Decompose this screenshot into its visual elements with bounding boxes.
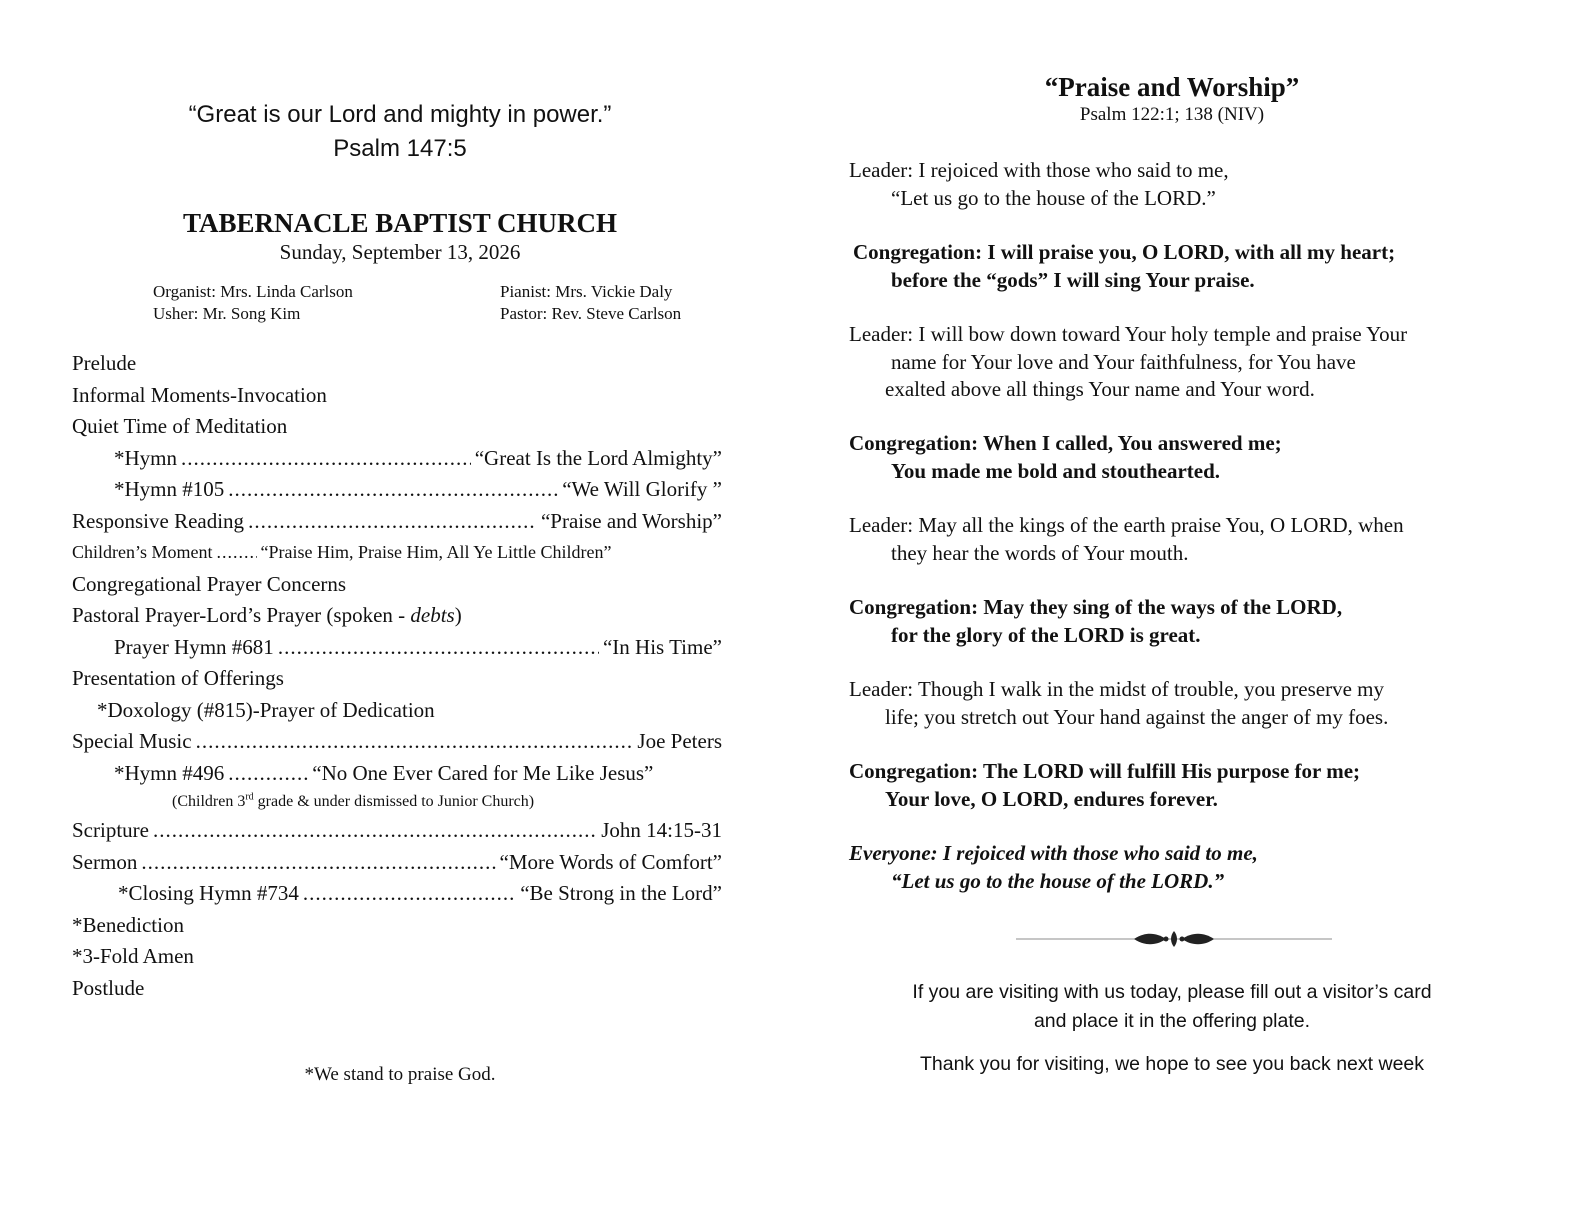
leader-reading: Leader: Though I walk in the midst of trouble, you preserve my life; you stretch out Your hand against the anger of my foes. bbox=[849, 677, 1389, 729]
verse-line-1: “Great is our Lord and mighty in power.” bbox=[188, 101, 612, 128]
order-item-closing-hymn: *Closing Hymn #734 ..... “Be Strong in the Lord” bbox=[72, 878, 722, 910]
order-item-pastoral-prayer: Pastoral Prayer-Lord’s Prayer (spoken - debts) bbox=[72, 603, 462, 627]
reading-reference: Psalm 122:1; 138 (NIV) bbox=[1079, 104, 1265, 125]
order-item-childrens-moment: Children’s Moment ..... “Praise Him, Praise Him, All Ye Little Children” bbox=[72, 537, 722, 569]
pastor: Pastor: Rev. Steve Carlson bbox=[500, 304, 682, 323]
ornamental-divider-icon bbox=[1016, 928, 1332, 950]
order-item-hymn: *Hymn #105 ..... “We Will Glorify ” bbox=[72, 474, 722, 506]
order-item-prayer-hymn: Prayer Hymn #681 ..... “In His Time” bbox=[72, 632, 722, 664]
usher: Usher: Mr. Song Kim bbox=[153, 304, 301, 323]
order-item: *Benediction bbox=[72, 912, 184, 937]
order-item: Quiet Time of Meditation bbox=[72, 414, 288, 438]
organist: Organist: Mrs. Linda Carlson bbox=[153, 282, 353, 301]
service-date: Sunday, September 13, 2026 bbox=[279, 240, 521, 264]
order-item: Congregational Prayer Concerns bbox=[72, 571, 347, 596]
stand-note: *We stand to praise God. bbox=[304, 1064, 496, 1085]
leader-reading: Leader: I rejoiced with those who said to me, “Let us go to the house of the LORD.” bbox=[849, 158, 1229, 210]
bulletin-right-panel bbox=[792, 0, 1584, 1224]
order-item: Prelude bbox=[72, 351, 137, 375]
verse-line-2: Psalm 147:5 bbox=[333, 135, 467, 162]
order-of-service bbox=[72, 348, 722, 1004]
order-item-hymn: *Hymn #496 ..... “No One Ever Cared for Me Like Jesus” bbox=[72, 758, 722, 790]
pianist: Pianist: Mrs. Vickie Daly bbox=[500, 282, 673, 301]
order-item: Postlude bbox=[72, 975, 145, 1000]
reading-title: “Praise and Worship” bbox=[1044, 72, 1300, 102]
church-name: TABERNACLE BAPTIST CHURCH bbox=[182, 208, 618, 238]
visitor-note: If you are visiting with us today, please fill out a visitor’s card and place it in the offering plate. bbox=[912, 981, 1432, 1032]
everyone-reading: Everyone: I rejoiced with those who said to me, “Let us go to the house of the LORD.” bbox=[849, 841, 1258, 893]
thank-you-note: Thank you for visiting, we hope to see you back next week bbox=[919, 1053, 1425, 1075]
order-item: Informal Moments-Invocation bbox=[72, 382, 327, 407]
leader-reading: Leader: I will bow down toward Your holy temple and praise Your name for Your love and Your faithfulness, for You have exalted above all things Your name and Your word. bbox=[849, 322, 1408, 401]
order-item-sermon: Sermon ..... “More Words of Comfort” bbox=[72, 847, 722, 879]
congregation-reading: Congregation: When I called, You answered me; You made me bold and stouthearted. bbox=[849, 431, 1282, 483]
order-item-responsive-reading: Responsive Reading ..... “Praise and Worship” bbox=[72, 506, 722, 538]
congregation-reading: Congregation: I will praise you, O LORD, with all my heart; before the “gods” I will sing Your praise. bbox=[853, 240, 1396, 292]
order-item: Presentation of Offerings bbox=[72, 666, 284, 690]
order-item-special-music: Special Music ..... Joe Peters bbox=[72, 726, 722, 758]
staff-left bbox=[153, 281, 353, 325]
children-dismissal-note: (Children 3rd grade & under dismissed to Junior Church) bbox=[172, 791, 535, 810]
order-item: *3-Fold Amen bbox=[72, 944, 194, 968]
congregation-reading: Congregation: May they sing of the ways of the LORD, for the glory of the LORD is great. bbox=[849, 595, 1343, 647]
order-item-doxology: *Doxology (#815)-Prayer of Dedication bbox=[97, 697, 435, 722]
congregation-reading: Congregation: The LORD will fulfill His purpose for me; Your love, O LORD, endures forever. bbox=[849, 759, 1361, 811]
order-item-hymn: *Hymn ..... “Great Is the Lord Almighty” bbox=[72, 443, 722, 475]
leader-reading: Leader: May all the kings of the earth praise You, O LORD, when they hear the words of Your mouth. bbox=[849, 513, 1404, 565]
staff-right bbox=[500, 281, 681, 325]
order-item-scripture: Scripture ..... John 14:15-31 bbox=[72, 815, 722, 847]
